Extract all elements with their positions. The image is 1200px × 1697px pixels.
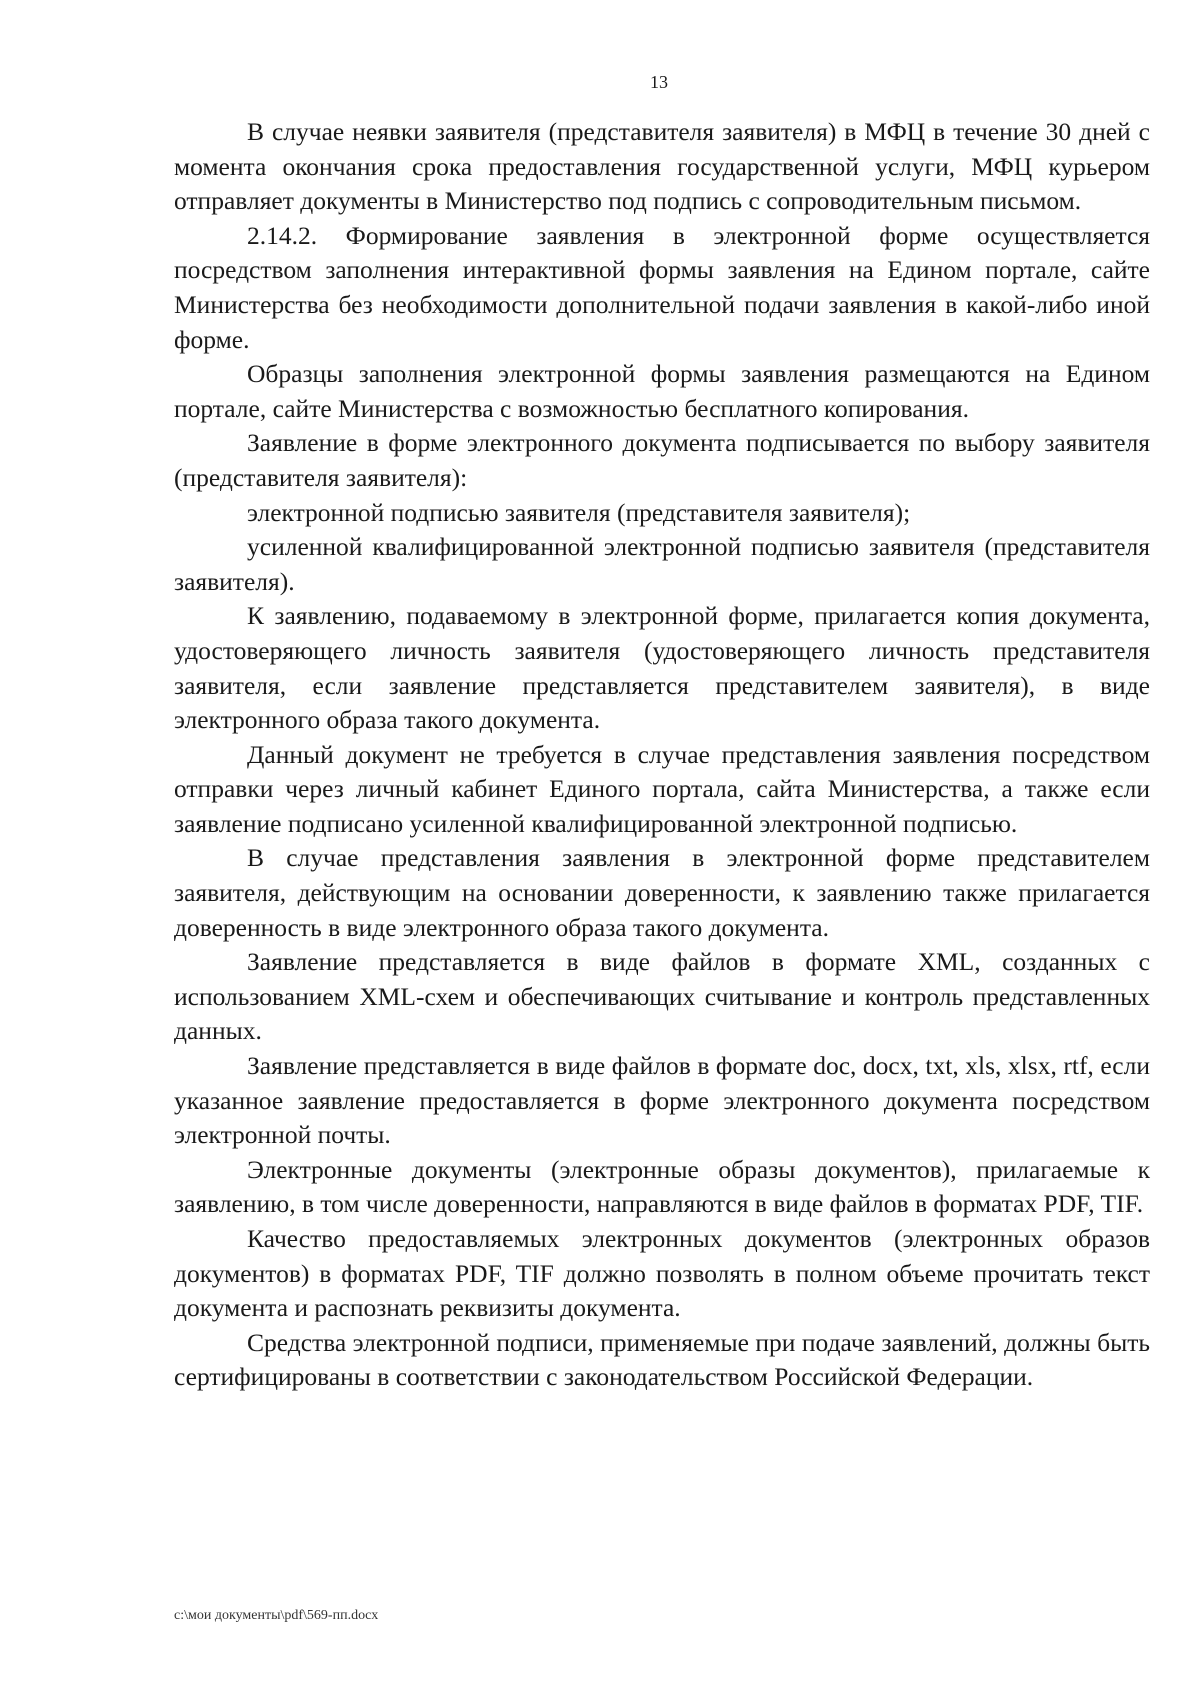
paragraph-quality: Качество предоставляемых электронных документов (электронных образов документов) в форматах PDF, TIF должно позволять в полном объеме прочитать текст документа и распознать реквизиты документа. [174,1224,1150,1323]
paragraph-signature-choice: Заявление в форме электронного документа подписывается по выбору заявителя (представителя заявителя): [174,428,1150,492]
paragraph-not-required: Данный документ не требуется в случае представления заявления посредством отправки через личный кабинет Единого портала, сайта Министерства, а также если заявление подписано усиленной квалифицированной электронной подписью. [174,739,1150,838]
paragraph-xml-format: Заявление представляется в виде файлов в формате XML, созданных с использованием XML-схем и обеспечивающих считывание и контроль представленных данных. [174,947,1150,1046]
paragraph-2-14-2: 2.14.2. Формирование заявления в электронной форме осуществляется посредством заполнения интерактивной формы заявления на Едином портале, сайте Министерства без необходимости дополнительной подачи заявления в какой-либо иной форме. [174,220,1150,354]
paragraph-certification: Средства электронной подписи, применяемые при подаче заявлений, должны быть сертифицированы в соответствии с законодательством Российской Федерации. [174,1327,1150,1392]
paragraph-qualified-signature: усиленной квалифицированной электронной подписью заявителя (представителя заявителя). [174,532,1150,596]
paragraph-attachments-format: Электронные документы (электронные образы документов), прилагаемые к заявлению, в том числе доверенности, направляются в виде файлов в форматах PDF, TIF. [174,1154,1150,1219]
page-number: 13 [650,72,668,92]
footer-file-path: c:\мои документы\pdf\569-пп.docx [174,1608,379,1623]
paragraph-simple-signature: электронной подписью заявителя (представителя заявителя); [247,497,911,527]
paragraph-samples: Образцы заполнения электронной формы заявления размещаются на Едином портале, сайте Министерства с возможностью бесплатного копирования. [174,359,1150,423]
document-body [174,115,1150,1395]
paragraph-power-of-attorney: В случае представления заявления в электронной форме представителем заявителя, действующим на основании доверенности, к заявлению также прилагается доверенность в виде электронного образа такого документа. [174,843,1150,942]
paragraph-identity-copy: К заявлению, подаваемому в электронной форме, прилагается копия документа, удостоверяющего личность заявителя (удостоверяющего личность представителя заявителя, если заявление представляется представителем заявителя), в виде электронного образа такого документа. [174,601,1150,735]
paragraph-office-formats: Заявление представляется в виде файлов в формате doc, docx, txt, xls, xlsx, rtf, если указанное заявление предоставляется в форме электронного документа посредством электронной почты. [174,1051,1150,1150]
paragraph-mfc-no-show: В случае неявки заявителя (представителя заявителя) в МФЦ в течение 30 дней с момента окончания срока предоставления государственной услуги, МФЦ курьером отправляет документы в Министерство под подпись с сопроводительным письмом. [174,117,1150,216]
